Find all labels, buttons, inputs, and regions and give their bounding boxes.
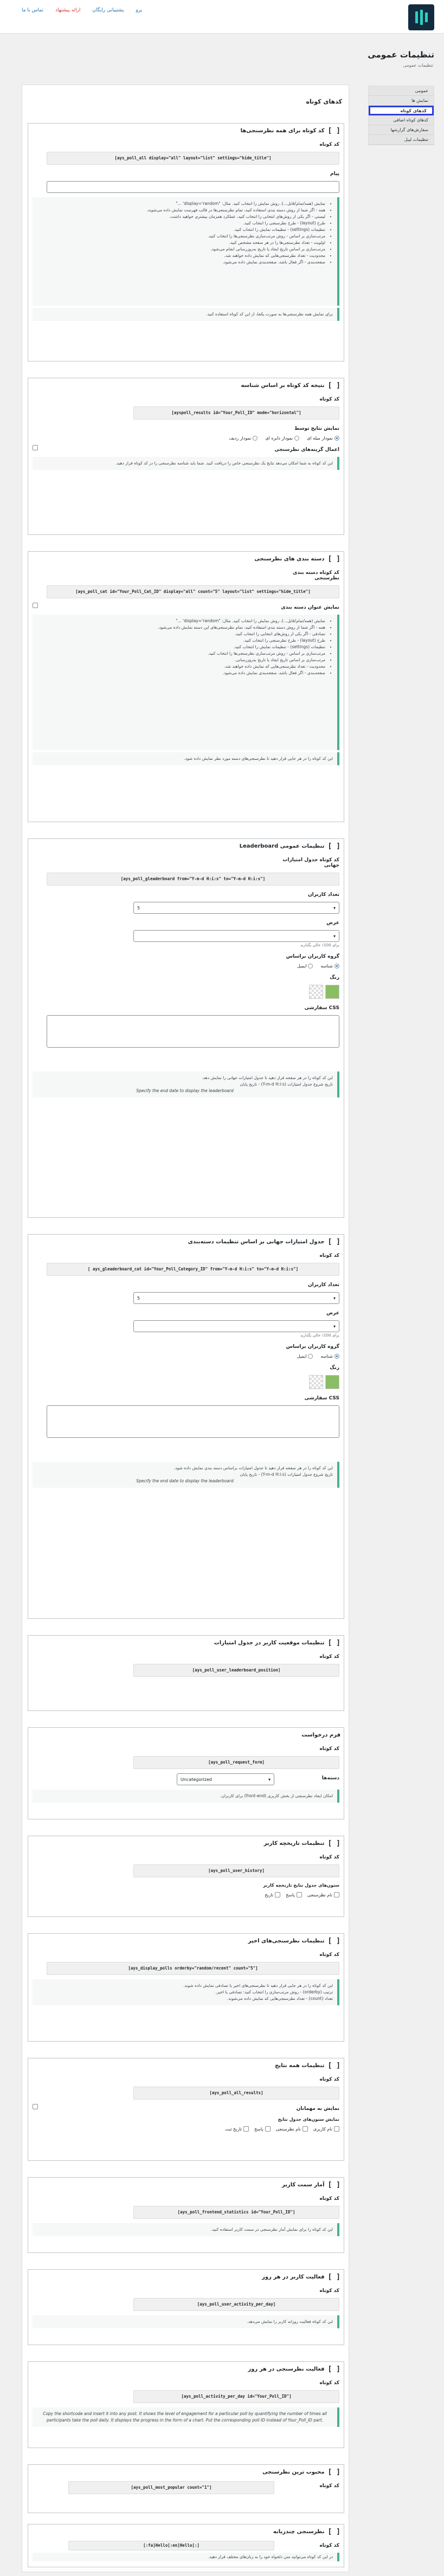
section-most-popular (28, 2464, 344, 2513)
tab-general[interactable]: عمومی (369, 86, 434, 96)
section-title: تنظیمات عمومی Leaderboard (239, 843, 325, 849)
suggestion-link[interactable]: ارائه پیشنهاد (55, 8, 81, 13)
field-label: تعداد کاربران (307, 892, 339, 898)
section-user-position (28, 1635, 344, 1711)
brackets-icon: [ ] (327, 381, 340, 390)
shortcode-field[interactable]: [ays_display_polls orderby="random/recent" count="5"] (47, 1962, 339, 1975)
section-title: نتیجه کد کوتاه بر اساس شناسه (241, 382, 325, 389)
field-label: کد کوتاه (319, 1654, 339, 1660)
note-item: • لیستی - اگر یکی از روش‌های انتخابی را انتخاب کنید، عملکرد همزمان بیشتری خواهید داشت. (37, 214, 325, 220)
section-title: تنظیمات تاریخچه کاربر (263, 1840, 325, 1847)
section-title: فرم درخواست (301, 1732, 340, 1738)
shortcode-field[interactable]: [ ays_gleaderboard_cat id="Your_Poll_Category_ID" from="Y-m-d H:i:s" to="Y-m-d H:i:s"] (47, 1263, 339, 1276)
info-note: این کد کوتاه فعالیت روزانه کاربر را نمایش می‌دهد. (33, 2315, 339, 2328)
contact-link[interactable]: تماس با ما (22, 8, 43, 13)
apply-options-checkbox[interactable] (33, 445, 38, 450)
info-note (33, 615, 339, 750)
info-note: این کد کوتاه را در هر صفحه قرار دهید تا جدول امتیازات جهانی را نمایش دهد. تاریخ شروع جدول امتیازات (Y-m-d H:i:s) - تاریخ پایان Specify the end date to display the leaderboard (33, 1071, 339, 1097)
brackets-icon: [ ] (327, 842, 340, 850)
note-item: • همه - اگر شما از روش دسته بندی استفاده کنید، تمام نظرسنجی‌ها در قالب فهرست نمایش داده می‌شوند. (37, 207, 325, 214)
info-note: این کد کوتاه را در هر صفحه قرار دهید تا جدول امتیازات براساس دسته بندی نمایش داده شود. تاریخ شروع جدول امتیازات (Y-m-d H:i:s) - تاریخ پایان Specify the end date to display the leaderboard (33, 1462, 339, 1488)
brackets-icon: [ ] (327, 2180, 340, 2189)
field-label: پیام (330, 171, 339, 177)
tab-displays[interactable]: نمایش ها (369, 96, 434, 106)
brackets-icon: [ ] (327, 1237, 340, 1246)
field-label: تعداد کاربران (307, 1282, 339, 1288)
field-label: نمایش به مهمانان (296, 2106, 339, 2112)
section-title: دسته بندی های نظرسنجی (254, 556, 325, 562)
custom-css-textarea[interactable] (47, 1015, 339, 1048)
shortcode-field[interactable]: [ays_poll_cat id="Your_Poll_Cat_ID" display="all" count="5" layout="list" settings="hide_title"] (47, 585, 339, 598)
note-item: • صفحه‌بندی - اگر فعال باشد، صفحه‌بندی نمایش داده می‌شود. (37, 259, 325, 266)
field-label: کد کوتاه (319, 142, 339, 147)
plugin-logo (408, 4, 434, 30)
shortcode-field[interactable]: [ays_poll_all_results] (133, 2087, 339, 2100)
brackets-icon: [ ] (327, 2365, 340, 2373)
section-title: نظرسنجی چندزبانه (273, 2528, 325, 2535)
note-item: • نمایش (همه/تمام/قابل...)، روش نمایش را انتخاب کنید. مثال: "display='random' ..." (37, 618, 325, 624)
shortcode-field[interactable]: [ays_poll_gleaderboard from="Y-m-d H:i:s" to="Y-m-d H:i:s"] (47, 873, 339, 886)
section-results-by-id (28, 378, 344, 535)
field-label: رنگ (330, 975, 339, 980)
field-label: نمایش نتایج توسط (294, 426, 339, 431)
width-input[interactable]: ▾ (133, 930, 339, 942)
field-label: کد کوتاه (319, 2380, 339, 2386)
field-label: کد کوتاه (319, 2196, 339, 2201)
field-label: کد کوتاه (319, 1253, 339, 1258)
field-label: کد کوتاه (319, 1746, 339, 1752)
section-leaderboard (28, 838, 344, 1218)
note-item: • همه - اگر شما از روش دسته بندی استفاده کنید، تمام نظرسنجی‌های این دسته نمایش داده می‌شود. (37, 624, 325, 631)
color-picker-icon[interactable] (309, 985, 323, 999)
note-item: • تصادفی - اگر یکی از روش‌های انتخابی را انتخاب کنید. (37, 631, 325, 637)
section-category-leaderboard (28, 1234, 344, 1619)
field-label: اعمال گزینه‌های نظرسنجی (274, 447, 339, 453)
field-label: عرض (326, 920, 339, 926)
shortcode-field[interactable]: [ays_poll_all display="all" layout="list" settings="hide_title"] (47, 152, 339, 165)
note-item: • محدودیت - تعداد نظرسنجی‌هایی که نمایش داده خواهند شد. (37, 663, 325, 670)
note-item: • طرح (layout) - طرح نظرسنجی را انتخاب کنید. (37, 220, 325, 227)
users-count-input[interactable]: ▾ 5 (133, 902, 339, 914)
section-all-polls (28, 123, 344, 361)
field-label: نمایش عنوان دسته بندی (281, 605, 339, 610)
note-item: • صفحه‌بندی - اگر فعال باشد، صفحه‌بندی نمایش داده می‌شود. (37, 670, 325, 676)
column-checkbox[interactable]: تاریخ ثبت (225, 2126, 249, 2132)
custom-css-textarea[interactable] (47, 1405, 339, 1438)
column-checkbox[interactable]: نام نظرسنجی (307, 1892, 339, 1897)
radio-group-email[interactable]: ایمیل (297, 964, 313, 969)
info-note: Copy the shortcode and insert it into any post. It shows the level of engagement for a particular poll by quantifying the number of times all participants take the poll daily. It displays the progress in the form of a chart. Put the corresponding poll ID instead of Your_Poll_ID part. (33, 2407, 339, 2427)
info-note: این کد کوتاه به شما امکان می‌دهد نتایج یک نظرسنجی خاص را دریافت کنید. شما باید شناسه نظرسنجی را در کد کوتاه قرار دهید. (33, 457, 339, 470)
section-user-history (28, 1836, 344, 1917)
info-note: این کد کوتاه را در هر جایی قرار دهید تا نظرسنجی‌های اخیر یا تصادفی نمایش داده شوند. ترتیب (orderby) - روش مرتب‌سازی را انتخاب کنید: تصادفی یا اخیر. تعداد (count) - تعداد نظرسنجی‌هایی که نمایش داده می‌شوند. (33, 1979, 339, 2005)
hint-text: برای 100٪ خالی بگذارید (300, 1333, 339, 1338)
settings-content (22, 85, 349, 2572)
section-title: کد کوتاه برای همه نظرسنجی‌ها (240, 127, 325, 134)
brackets-icon: [ ] (327, 554, 340, 563)
brackets-icon: [ ] (327, 1638, 340, 1647)
field-label: گروه کاربران براساس (286, 1344, 339, 1350)
section-title: محبوب ترین نظرسنجی (262, 2469, 325, 2475)
radio-group-id[interactable]: شناسه (320, 964, 339, 969)
shortcode-field[interactable]: [ays_poll_user_leaderboard_position] (133, 1664, 339, 1677)
field-label: کد کوتاه (319, 2483, 339, 2489)
section-all-results (28, 2058, 344, 2161)
field-label: عرض (326, 1310, 339, 1316)
field-label: کد کوتاه (319, 2077, 339, 2082)
column-checkbox[interactable]: تاریخ (265, 1892, 280, 1897)
color-swatch[interactable] (325, 985, 339, 999)
show-guests-checkbox[interactable] (33, 2104, 38, 2109)
radio-group-email[interactable]: ایمیل (297, 1354, 313, 1359)
radio-pie-chart[interactable]: نمودار دایره ای (265, 436, 299, 441)
support-link[interactable]: پشتیبانی رایگان (92, 8, 124, 13)
top-nav (22, 8, 142, 13)
field-label: دسته‌ها (321, 1776, 339, 1781)
brackets-icon: [ ] (327, 2468, 340, 2476)
note-item: • تنظیمات (settings) - تنظیمات نمایش را انتخاب کنید. (37, 227, 325, 233)
tab-extra-shortcodes[interactable]: کدهای کوتاه اضافی (369, 115, 434, 125)
tab-labels[interactable]: تنظیمات لیبل (369, 135, 434, 145)
section-multilingual (28, 2524, 344, 2567)
section-title: تنظیمات همه نتایج (275, 2062, 325, 2069)
shortcodes-heading: کدهای کوتاه (306, 98, 342, 105)
field-label: ستون‌های جدول نتایج تاریخچه کاربر (263, 1883, 339, 1888)
note-item: • نمایش (همه/تمام/قابل...)، روش نمایش را انتخاب کنید. مثال: "display='random' ..." (37, 201, 325, 207)
shortcode-field[interactable]: [ays_poll_most_popular count="1"] (68, 2481, 274, 2494)
note-item: • مرتب‌سازی بر اساس - روش مرتب‌سازی نظرسنجی‌ها را انتخاب کنید. (37, 233, 325, 240)
column-checkbox[interactable]: پاسخ (286, 1892, 302, 1897)
footer-note: برای نمایش همه نظرسنجی‌ها به صورت یکجا، از این کد کوتاه استفاده کنید. (33, 308, 339, 321)
column-checkbox[interactable]: نام نظرسنجی (276, 2126, 308, 2132)
field-label: کد کوتاه دسته بندی نظرسنجی (293, 570, 339, 581)
shortcode-field[interactable]: [:fa]Hello[:en]Hello[:] (68, 2541, 274, 2551)
field-label: رنگ (330, 1365, 339, 1371)
color-swatch[interactable] (325, 1375, 339, 1389)
info-note: در این کد کوتاه می‌توانید متن دلخواه خود را به زبان‌های مختلف قرار دهید. (33, 2553, 339, 2561)
field-label: کد کوتاه جدول امتیازات جهانی (282, 857, 339, 868)
info-note: امکان ایجاد نظرسنجی از بخش کاربری (front-end) برای کاربران. (33, 1790, 339, 1803)
section-title: تنظیمات نظرسنجی‌های اخیر (248, 1938, 325, 1944)
section-title: جدول امتیازات جهانی بر اساس تنظیمات دسته‌بندی (188, 1238, 325, 1245)
info-note: این کد کوتاه را برای نمایش آمار نظرسنجی در سمت کاربر استفاده کنید. (33, 2223, 339, 2236)
section-frontend-stats (28, 2177, 344, 2253)
section-user-activity (28, 2269, 344, 2345)
page-title: تنظیمات عمومی (368, 50, 434, 60)
shortcode-field[interactable]: [ays_poll_frontend_statistics id="Your_Poll_ID"] (133, 2206, 339, 2219)
field-label: کد کوتاه (319, 2288, 339, 2294)
note-item: • تنظیمات (settings) - تنظیمات نمایش را انتخاب کنید. (37, 644, 325, 650)
page-subtitle: تنظیمات عمومی (403, 63, 433, 68)
section-title: فعالیت کاربر در هر روز (262, 2274, 325, 2280)
shortcode-field[interactable]: [ays_poll_activity_per_day id="Your_Poll_ID"] (133, 2390, 339, 2403)
field-label: نمایش ستون‌های جدول نتایج (278, 2117, 339, 2122)
shortcode-field[interactable]: [ays_poll_user_activity_per_day] (133, 2298, 339, 2311)
note-item: • مرتب‌سازی بر اساس - روش مرتب‌سازی نظرسنجی‌ها را انتخاب کنید. (37, 650, 325, 657)
note-item: • طرح (layout) - طرح نظرسنجی را انتخاب کنید. (37, 637, 325, 644)
brackets-icon: [ ] (327, 1839, 340, 1848)
brackets-icon: [ ] (327, 2272, 340, 2281)
hint-text: برای 100٪ خالی بگذارید (300, 943, 339, 947)
section-categories (28, 551, 344, 822)
tab-report-orders[interactable]: سفارش‌های گزارشها (369, 125, 434, 135)
note-item: • مرتب‌سازی بر اساس تاریخ ایجاد یا تاریخ به‌روزرسانی انجام می‌شود. (37, 246, 325, 253)
shortcode-field[interactable]: [ays_poll_user_history] (133, 1864, 339, 1877)
column-checkbox[interactable]: نام کاربری (313, 2126, 339, 2132)
field-label: کد کوتاه (319, 1952, 339, 1958)
section-title: فعالیت نظرسنجی در هر روز (248, 2366, 325, 2372)
note-item: • مرتب‌سازی بر اساس تاریخ ایجاد یا تاریخ به‌روزرسانی. (37, 657, 325, 663)
shortcode-field[interactable]: [ayspoll_results id="Your_Poll_ID" mode="horizontal"] (133, 406, 339, 419)
tab-shortcodes[interactable]: کدهای کوتاه (369, 106, 434, 115)
pro-link[interactable]: پرو (136, 8, 143, 13)
brackets-icon: [ ] (327, 2061, 340, 2070)
column-checkbox[interactable]: پاسخ (254, 2126, 271, 2132)
users-count-input[interactable]: ▾ 5 (133, 1292, 339, 1304)
settings-tabs (368, 86, 434, 145)
section-title: تنظیمات موقعیت کاربر در جدول امتیازات (214, 1639, 325, 1646)
field-label: کد کوتاه (319, 1855, 339, 1860)
brackets-icon: [ ] (327, 2527, 340, 2536)
note-item: • اولویت - تعداد نظرسنجی‌ها را در هر صفحه مشخص کنید. (37, 240, 325, 246)
radio-row-chart[interactable]: نمودار ردیف (229, 436, 258, 441)
note-item: • محدودیت - تعداد نظرسنجی‌هایی که نمایش داده خواهند شد. (37, 253, 325, 259)
color-picker-icon[interactable] (309, 1375, 323, 1389)
show-title-checkbox[interactable] (33, 603, 38, 608)
radio-group-id[interactable]: شناسه (320, 1354, 339, 1359)
field-label: CSS سفارشی (304, 1396, 339, 1401)
info-note (33, 197, 339, 306)
shortcode-field[interactable]: [ays_poll_request_form] (133, 1756, 339, 1769)
category-select[interactable]: ▾ Uncategorized (177, 1773, 274, 1785)
section-request-form (28, 1727, 344, 1819)
section-poll-activity (28, 2361, 344, 2448)
brackets-icon: [ ] (327, 1936, 340, 1945)
section-recent-polls (28, 1933, 344, 2042)
width-input[interactable]: ▾ (133, 1320, 339, 1332)
radio-bar-chart[interactable]: نمودار میله ای (307, 436, 339, 441)
brackets-icon: [ ] (327, 126, 340, 135)
field-label: کد کوتاه (319, 2543, 339, 2548)
field-label: گروه کاربران براساس (286, 954, 339, 959)
section-title: آمار سمت کاربر (281, 2181, 325, 2188)
field-label: CSS سفارشی (304, 1005, 339, 1011)
message-input[interactable] (47, 181, 339, 193)
top-bar (0, 0, 444, 34)
footer-note: این کد کوتاه را در هر جایی قرار دهید تا نظرسنجی‌های دسته مورد نظر نمایش داده شود. (33, 752, 339, 765)
field-label: کد کوتاه (319, 397, 339, 402)
